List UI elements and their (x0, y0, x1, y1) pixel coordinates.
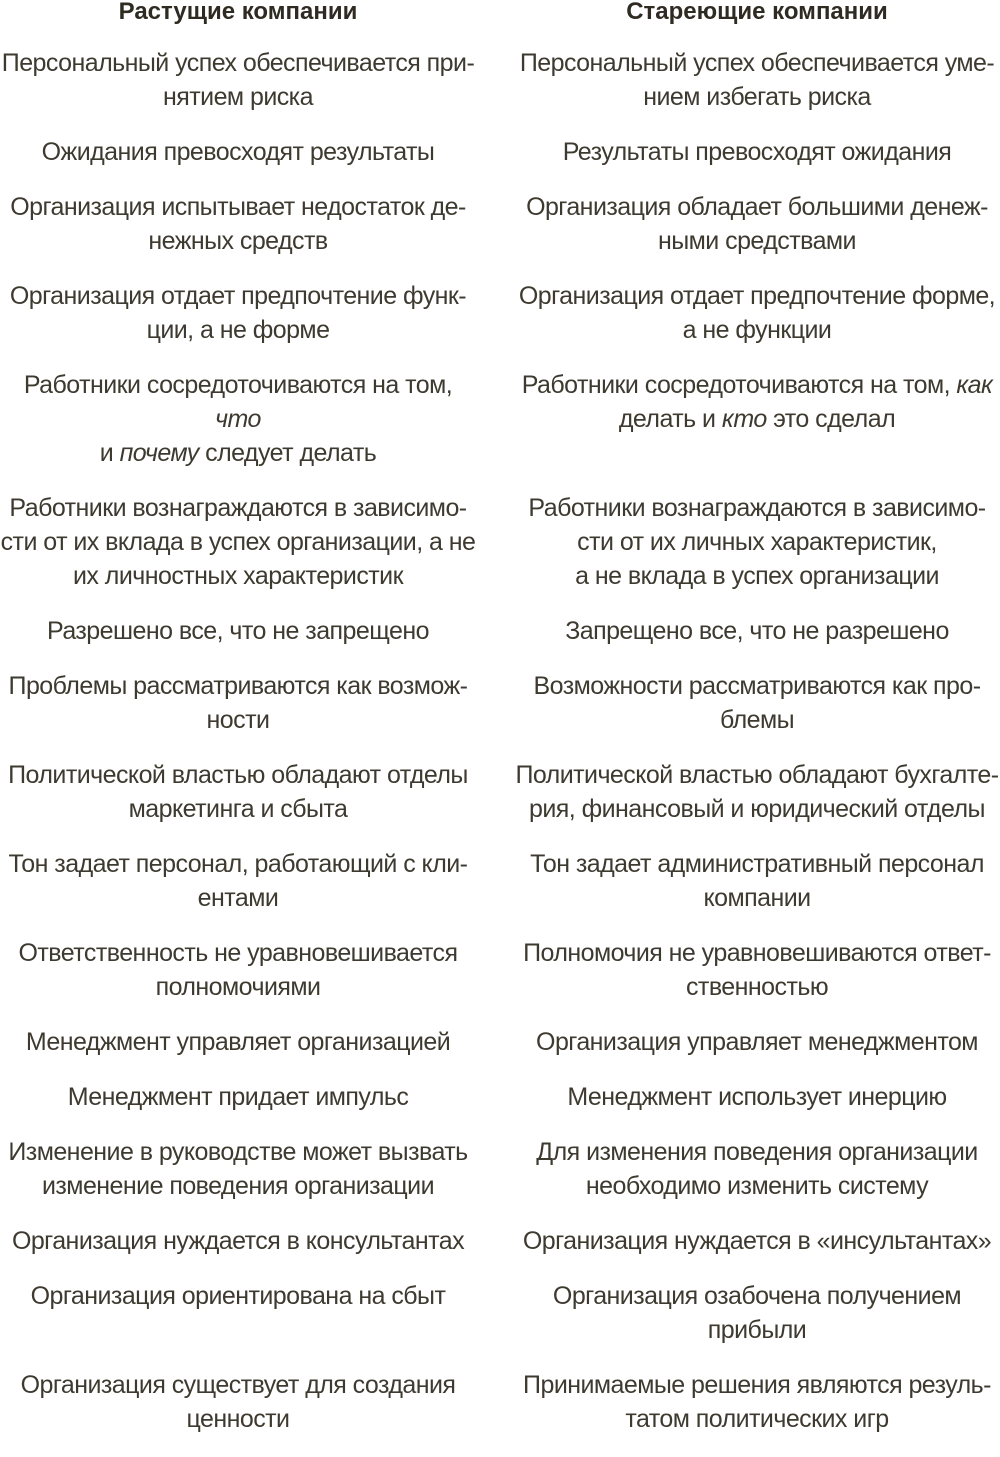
growing-companies-header: Растущие компании (118, 0, 358, 25)
text-run: Организация нуждается в консультантах (11, 1227, 465, 1255)
aging-companies-cells (514, 46, 1000, 1436)
aging-trait-2 (514, 135, 1000, 169)
growing-trait-9 (0, 758, 476, 826)
text-run: Тон задает персонал, работающий с кли- ентами (8, 850, 468, 912)
text-run: Персональный успех обеспечивается уме- нием избегать риска (519, 49, 995, 111)
text-run: Тон задает административный персонал компании (530, 850, 984, 912)
text-run: Принимаемые решения являются резуль- татом политических игр (523, 1371, 991, 1433)
text-run: Менеджмент придает импульс (67, 1083, 409, 1111)
emphasis-text: что (215, 405, 261, 433)
growing-trait-4 (0, 279, 476, 347)
aging-trait-7 (514, 614, 1000, 648)
growing-trait-12 (0, 1025, 476, 1059)
text-run: это сделал (766, 405, 896, 433)
emphasis-text: как (956, 371, 993, 399)
growing-companies-cells (0, 46, 476, 1436)
aging-trait-16 (514, 1279, 1000, 1347)
growing-trait-6 (0, 491, 476, 593)
growing-trait-7 (0, 614, 476, 648)
text-run: Организация существует для создания ценности (20, 1371, 456, 1433)
aging-trait-5 (514, 368, 1000, 470)
text-run: делать и (618, 405, 716, 433)
growing-trait-11 (0, 936, 476, 1004)
text-run: Работники вознаграждаются в зависимо- сти от их вклада в успех организации, а не их личностных характеристик (0, 494, 476, 590)
text-run: Запрещено все, что не разрешено (565, 617, 949, 645)
text-run: Для изменения поведения организации необходимо изменить систему (536, 1138, 978, 1200)
text-run: Политической властью обладают отделы маркетинга и сбыта (8, 761, 468, 823)
text-run: Организация озабочена получением прибыли (552, 1282, 962, 1344)
growing-trait-2 (0, 135, 476, 169)
aging-trait-11 (514, 936, 1000, 1004)
aging-trait-15 (514, 1224, 1000, 1258)
emphasis-text: почему (119, 439, 199, 467)
text-run: Ожидания превосходят результаты (41, 138, 435, 166)
growing-trait-13 (0, 1080, 476, 1114)
aging-companies-header: Стареющие компании (626, 0, 888, 25)
text-run: и (99, 439, 114, 467)
growing-trait-5 (0, 368, 476, 470)
text-run: Организация нуждается в «инсультантах» (522, 1227, 992, 1255)
text-run: Результаты превосходят ожидания (562, 138, 952, 166)
text-run: следует делать (198, 439, 377, 467)
text-run: Организация обладает большими денеж- ными средствами (526, 193, 988, 255)
aging-trait-10 (514, 847, 1000, 915)
aging-trait-12 (514, 1025, 1000, 1059)
text-run: Работники вознаграждаются в зависимо- сти от их личных характеристик, а не вклада в успех организации (528, 494, 986, 590)
emphasis-text: кто (721, 405, 767, 433)
text-run: Персональный успех обеспечивается при- нятием риска (1, 49, 475, 111)
text-run: Организация отдает предпочтение функ- ции, а не форме (9, 282, 467, 344)
aging-trait-6 (514, 491, 1000, 593)
aging-trait-17 (514, 1368, 1000, 1436)
text-run: Разрешено все, что не запрещено (47, 617, 429, 645)
aging-companies-column (514, 0, 1000, 1457)
aging-trait-4 (514, 279, 1000, 347)
text-run: Работники сосредоточиваются на том, (521, 371, 957, 399)
aging-trait-3 (514, 190, 1000, 258)
aging-trait-9 (514, 758, 1000, 826)
growing-trait-16 (0, 1279, 476, 1347)
growing-trait-15 (0, 1224, 476, 1258)
aging-trait-8 (514, 669, 1000, 737)
text-run: Организация отдает предпочтение форме, а не функции (518, 282, 996, 344)
text-run: Ответственность не уравновешивается полномочиями (18, 939, 458, 1001)
text-run: Проблемы рассматриваются как возмож- ности (8, 672, 468, 734)
growing-trait-17 (0, 1368, 476, 1436)
growing-trait-10 (0, 847, 476, 915)
text-run: Изменение в руководстве может вызвать изменение поведения организации (8, 1138, 468, 1200)
text-run: Менеджмент управляет организацией (25, 1028, 451, 1056)
aging-trait-1 (514, 46, 1000, 114)
growing-trait-8 (0, 669, 476, 737)
text-run: Менеджмент использует инерцию (567, 1083, 947, 1111)
text-run: Организация испытывает недостаток де- нежных средств (10, 193, 466, 255)
growing-companies-column (0, 0, 476, 1457)
aging-trait-13 (514, 1080, 1000, 1114)
aging-trait-14 (514, 1135, 1000, 1203)
text-run: Работники сосредоточиваются на том, (23, 371, 453, 399)
growing-trait-1 (0, 46, 476, 114)
text-run: Организация ориентирована на сбыт (30, 1282, 446, 1310)
growing-trait-3 (0, 190, 476, 258)
text-run: Полномочия не уравновешиваются ответ- ственностью (523, 939, 991, 1001)
growing-trait-14 (0, 1135, 476, 1203)
text-run: Возможности рассматриваются как про- блемы (533, 672, 981, 734)
text-run: Политической властью обладают бухгалте- рия, финансовый и юридический отделы (515, 761, 999, 823)
text-run: Организация управляет менеджментом (536, 1028, 978, 1056)
